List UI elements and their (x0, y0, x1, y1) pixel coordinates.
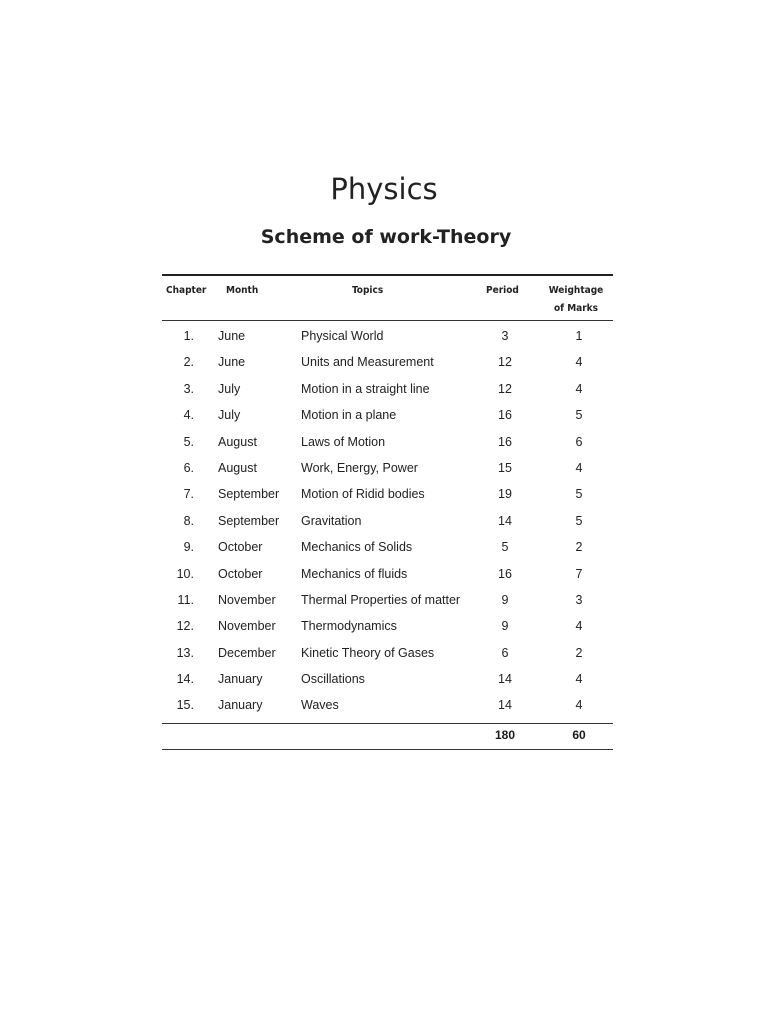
cell-topic: Motion of Ridid bodies (301, 487, 425, 502)
cell-period: 16 (498, 434, 512, 449)
cell-topic: Laws of Motion (301, 434, 386, 449)
cell-chapter: 1. (183, 329, 194, 343)
cell-topic: Thermal Properties of matter (301, 592, 461, 607)
totals-rule (162, 723, 613, 724)
header-rule (162, 320, 613, 321)
cell-chapter: 13. (176, 645, 194, 660)
cell-month: June (218, 329, 246, 343)
cell-month: December (218, 645, 276, 660)
cell-topic: Waves (301, 698, 339, 713)
cell-chapter: 14. (176, 672, 194, 687)
cell-month: June (218, 355, 246, 370)
table-row (162, 564, 613, 590)
cell-chapter: 9. (183, 540, 194, 555)
cell-weightage: 4 (575, 698, 583, 713)
cell-weightage: 3 (575, 592, 583, 607)
table-row (162, 590, 613, 616)
cell-period: 19 (498, 487, 512, 502)
header-weightage-line2: of Marks (553, 303, 599, 314)
cell-weightage: 4 (575, 619, 583, 634)
cell-weightage: 4 (575, 672, 583, 687)
cell-chapter: 6. (183, 460, 194, 475)
table-body (162, 326, 613, 722)
cell-period: 14 (498, 698, 512, 713)
cell-month: January (218, 698, 263, 713)
cell-chapter: 3. (183, 381, 194, 396)
cell-month: August (218, 434, 257, 449)
cell-chapter: 5. (183, 434, 194, 449)
cell-topic: Mechanics of fluids (301, 566, 408, 581)
table-row (162, 352, 613, 378)
cell-chapter: 10. (176, 566, 194, 581)
cell-weightage: 4 (575, 355, 583, 370)
cell-chapter: 12. (176, 619, 194, 634)
cell-chapter: 8. (183, 513, 194, 528)
cell-chapter: 4. (183, 408, 194, 423)
table-row (162, 458, 613, 484)
cell-chapter: 2. (183, 355, 194, 370)
cell-month: November (218, 619, 276, 634)
cell-weightage: 5 (575, 408, 583, 423)
cell-month: November (218, 592, 276, 607)
header-month: Month (226, 285, 259, 296)
cell-period: 14 (498, 672, 512, 687)
cell-period: 15 (498, 460, 512, 475)
table-row (162, 379, 613, 405)
cell-weightage: 7 (575, 566, 583, 581)
table-row (162, 432, 613, 458)
cell-chapter: 15. (176, 698, 194, 713)
cell-month: July (218, 381, 241, 396)
table-row (162, 511, 613, 537)
cell-topic: Kinetic Theory of Gases (301, 645, 435, 660)
table-row (162, 405, 613, 431)
cell-topic: Oscillations (301, 672, 365, 687)
header-chapter: Chapter (166, 285, 207, 296)
cell-weightage: 6 (575, 434, 583, 449)
cell-chapter: 7. (183, 487, 194, 502)
cell-weightage: 2 (575, 540, 583, 555)
cell-period: 6 (501, 645, 509, 660)
cell-topic: Units and Measurement (301, 355, 434, 370)
cell-period: 3 (501, 329, 509, 343)
cell-weightage: 4 (575, 460, 583, 475)
table-row (162, 326, 613, 352)
cell-weightage: 2 (575, 645, 583, 660)
page-title: Physics (330, 172, 438, 206)
cell-period: 12 (498, 381, 512, 396)
cell-period: 14 (498, 513, 512, 528)
cell-month: September (218, 513, 280, 528)
cell-month: October (218, 540, 263, 555)
table-top-rule (162, 274, 613, 276)
page-subtitle: Scheme of work-Theory (260, 226, 512, 248)
table-row (162, 537, 613, 563)
cell-topic: Thermodynamics (301, 619, 397, 634)
cell-weightage: 1 (575, 329, 583, 343)
cell-period: 12 (498, 355, 512, 370)
table-row (162, 643, 613, 669)
totals-row (162, 726, 613, 746)
cell-period: 16 (498, 408, 512, 423)
cell-weightage: 5 (575, 513, 583, 528)
cell-weightage: 4 (575, 381, 583, 396)
cell-topic: Physical World (301, 329, 384, 343)
cell-period: 5 (501, 540, 509, 555)
cell-chapter: 11. (177, 592, 194, 607)
table-row (162, 695, 613, 721)
total-weightage: 60 (572, 728, 586, 742)
header-weightage (546, 282, 606, 318)
cell-period: 16 (498, 566, 512, 581)
total-period: 180 (494, 728, 516, 742)
header-topics: Topics (352, 285, 384, 296)
cell-period: 9 (501, 619, 509, 634)
cell-topic: Motion in a straight line (301, 381, 430, 396)
cell-period: 9 (501, 592, 509, 607)
cell-month: October (218, 566, 263, 581)
cell-month: July (218, 408, 241, 423)
cell-month: September (218, 487, 280, 502)
cell-month: January (218, 672, 263, 687)
cell-month: August (218, 460, 257, 475)
table-bottom-rule (162, 749, 613, 750)
header-period: Period (486, 285, 519, 296)
cell-topic: Motion in a plane (301, 408, 397, 423)
cell-topic: Mechanics of Solids (301, 540, 413, 555)
cell-weightage: 5 (575, 487, 583, 502)
table-row (162, 616, 613, 642)
cell-topic: Gravitation (301, 513, 362, 528)
header-weightage-line1: Weightage (548, 285, 604, 296)
cell-topic: Work, Energy, Power (301, 460, 418, 475)
table-row (162, 669, 613, 695)
table-row (162, 484, 613, 510)
